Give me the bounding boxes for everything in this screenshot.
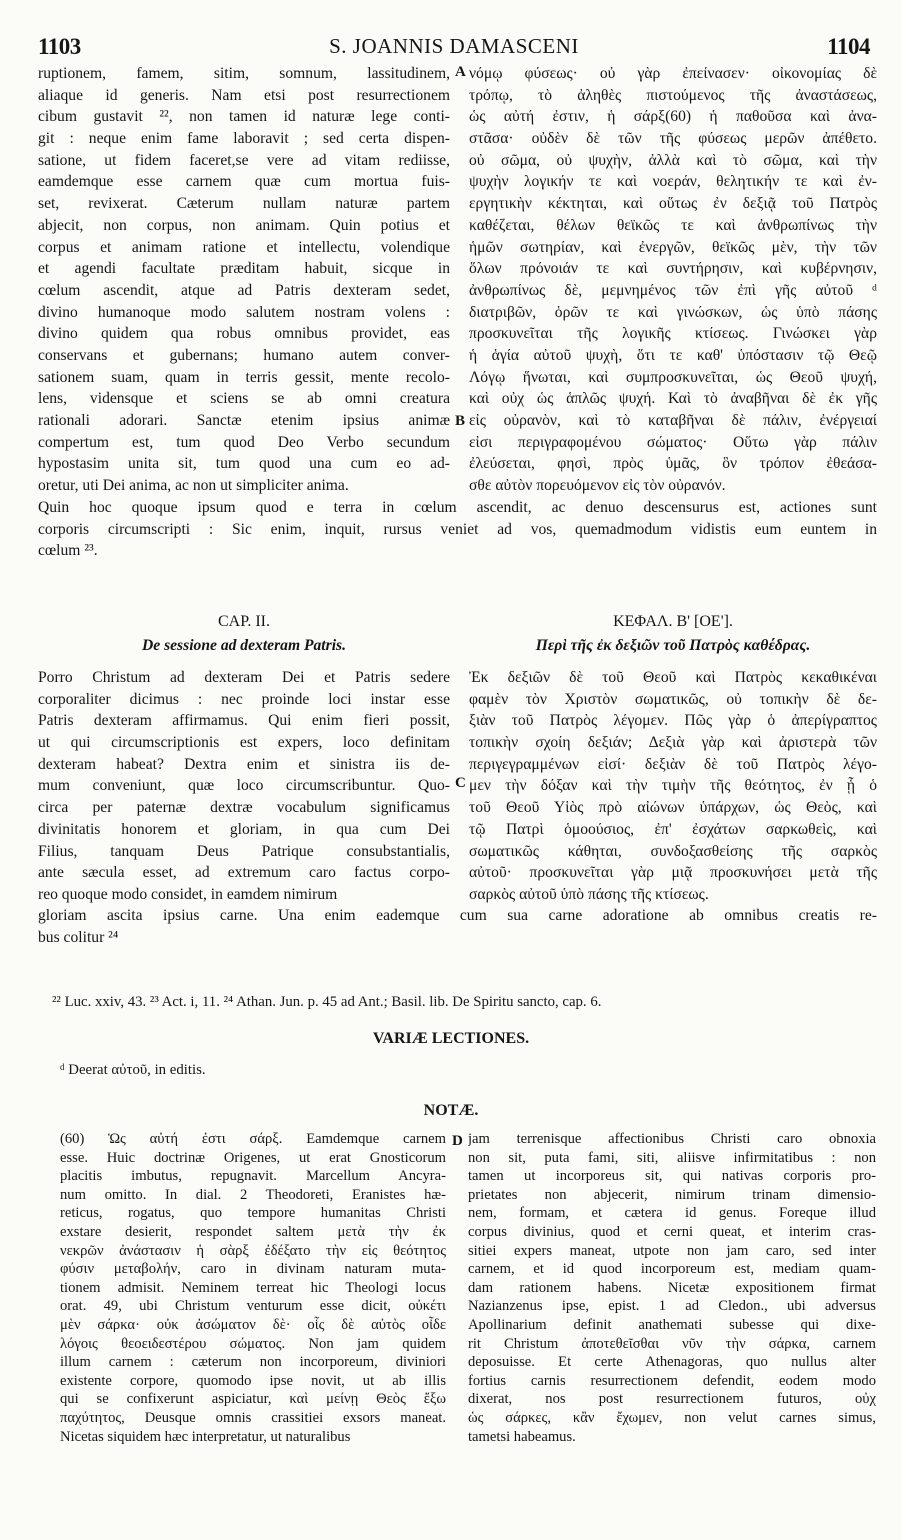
text-line: reticus, rogatus, quo tempore humanitas Christi bbox=[60, 1205, 446, 1222]
text-line: ὅλων πρόνοιάν τε καὶ συντήρησιν, καὶ κυβέρνησιν, bbox=[469, 260, 877, 278]
text-line: νεκρῶν ἀνάστασιν ἡ σὰρξ ἐδέξατο τὴν εἰς θεότητος bbox=[60, 1242, 446, 1259]
text-line: reo quoque modo considet, in eamdem nimirum bbox=[38, 885, 338, 903]
text-line: divino quidem qua robus omnibus providet, eas bbox=[38, 325, 450, 343]
text-line: ἡ ἁγία αὐτοῦ ψυχὴ, ὅτι τε καθ' ὑπόστασιν τῷ Θεῷ bbox=[469, 346, 877, 364]
text-line: μὲν σάρκα· οὐκ ἀσώματον δὲ· οἷς δὲ αὐτὸς οἶδε bbox=[60, 1316, 446, 1333]
text-line: sitiei expers maneat, utpote non jam caro, sed inter bbox=[468, 1242, 876, 1259]
text-line: placitis imbutus, repugnavit. Marcellum Ancyra- bbox=[60, 1168, 446, 1185]
text-line: gloriam ascita ipsius carne. Una enim eademque cum sua carne adoratione ab omnibus creatis re- bbox=[38, 907, 877, 924]
text-line: eamdemque esse carnem quæ cum mortua fuis- bbox=[38, 173, 450, 191]
text-line: esse. Huic doctrinæ Origenes, ut erat Gnosticorum bbox=[60, 1149, 446, 1166]
text-line: rationali adorari. Sanctæ etenim ipsius animæ bbox=[38, 412, 450, 429]
text-line: cœlum ²³. bbox=[38, 542, 98, 560]
margin-letter-c: C bbox=[455, 775, 466, 791]
right-page-number: 1104 bbox=[827, 34, 870, 59]
variant-reading: ᵈ Deerat αὐτοῦ, in editis. bbox=[60, 1062, 206, 1078]
text-line: rit Christum ἀποτεθεῖσθαι νῦν τὴν σάρκα, carnem bbox=[468, 1335, 876, 1352]
text-line: set, revixerat. Cæterum nullam naturæ partem bbox=[38, 195, 450, 213]
text-line: εἰς οὐρανὸν, καὶ τὸ καταβῆναι δὲ πάλιν, ἐνέργειαί bbox=[469, 412, 877, 429]
text-line: φαμὲν τὸν Χριστὸν σωματικῶς, οὐ τοπικὴν δὲ δε- bbox=[469, 690, 877, 708]
text-line: ruptionem, famem, sitim, somnum, lassitudinem, bbox=[38, 65, 450, 82]
text-line: git : neque enim fame laboravit ; sed certa dispen- bbox=[38, 130, 450, 148]
text-line: Patris dexteram affirmamus. Qui enim fieri possit, bbox=[38, 712, 450, 730]
text-line: Λόγῳ ἥνωται, καὶ συμπροσκυνεῖται, ὡς Θεοῦ ψυχή, bbox=[469, 368, 877, 386]
text-line: ὡς αὐτή ἐστιν, ἡ σάρξ(60) ἡ παθοῦσα καὶ ἀνα- bbox=[469, 108, 877, 126]
greek-column-mid bbox=[469, 667, 877, 906]
text-line: prietates non abjecerit, nimirum trinam dimensio- bbox=[468, 1186, 876, 1203]
text-line: dexteram habeat? Dextra enim et sinistra iis de- bbox=[38, 755, 450, 773]
text-line: Nazianzenus ipse, epist. 1 ad Cledon., ubi adversus bbox=[468, 1298, 876, 1315]
greek-chapter-title: Περὶ τῆς ἐκ δεξιῶν τοῦ Πατρὸς καθέδρας. bbox=[535, 637, 811, 654]
text-line: εργητικὴν κέκτηται, καὶ οὕτως ἐν δεξιᾷ τοῦ Πατρὸς bbox=[469, 195, 877, 213]
text-line: σαρκὸς αὐτοῦ ὑπὸ πάσης τῆς κτίσεως. bbox=[469, 885, 709, 903]
text-line: ἀνθρωπίνως δὲ, μεμνημένος τῶν ἐπὶ γῆς αὐτοῦ ᵈ bbox=[469, 281, 877, 299]
text-line: corpus et animam ratione et intellectu, volendique bbox=[38, 238, 450, 256]
text-line: Quin hoc quoque ipsum quod e terra in cœlum ascendit, ac denuo descensurus est, actiones sunt bbox=[38, 499, 877, 516]
text-line: oretur, uti Dei anima, ac non ut simpliciter anima. bbox=[38, 477, 349, 495]
text-line: qui se confixerunt aspiciatur, καὶ μείνῃ Θεὸς ἔξω bbox=[60, 1391, 446, 1408]
text-line: corporaliter dicimus : nec proinde loci instar esse bbox=[38, 690, 450, 708]
text-line: cibum gustavit ²², non tamen id naturæ lege conti- bbox=[38, 108, 450, 126]
text-line: αὐτοῦ· προσκυνεῖται γὰρ μιᾷ προσκυνήσει μετὰ τῆς bbox=[469, 864, 877, 882]
text-line: abjecit, non corpus, non animam. Quin potius et bbox=[38, 216, 450, 234]
running-title: S. JOANNIS DAMASCENI bbox=[329, 34, 579, 58]
text-line: μεν τὴν δόξαν καὶ τὴν τιμὴν τῆς θεότητος, ἐν ᾗ ὁ bbox=[469, 777, 877, 795]
full-width-text-top bbox=[38, 497, 877, 562]
text-line: περιγεγραμμένων εἰσί· δεξιὰν δὲ τοῦ Πατρὸς λέγο- bbox=[469, 755, 877, 773]
margin-letter-d: D bbox=[452, 1133, 463, 1149]
text-line: στᾶσα· οὐδὲν δὲ τῶν τῆς φύσεως μερῶν ἀπέθετο. bbox=[469, 130, 877, 148]
latin-chapter-title: De sessione ad dexteram Patris. bbox=[141, 637, 346, 654]
text-line: καθέζεται, θέλων θεϊκῶς τε καὶ ἀνθρωπίνως τὴν bbox=[469, 216, 877, 234]
text-line: διατριβῶν, ὁρῶν τε καὶ γινώσκων, ὡς ὑπὸ πάσης bbox=[469, 303, 877, 321]
text-line: cœlum ascendit, atque ad Patris dexteram sedet, bbox=[38, 281, 450, 299]
text-line: ἐλεύσεται, φησὶ, πρὸς ὑμᾶς, ὃν τρόπον ἐθεάσα- bbox=[469, 455, 877, 473]
text-line: οὐ σῶμα, οὐ ψυχὴν, ἀλλὰ καὶ τὸ σῶμα, καὶ τὴν bbox=[469, 151, 877, 169]
text-line: et agendi facultate præditam habuit, sicque in bbox=[38, 260, 450, 278]
notes-left-column bbox=[60, 1130, 446, 1446]
text-line: lens, vidensque et sciens se ab omni creatura bbox=[38, 390, 450, 408]
text-line: nem, formam, et cætera id genus. Foreque illud bbox=[468, 1205, 876, 1222]
text-line: divinitatis honorem et gloriam, in qua cum Dei bbox=[38, 820, 450, 838]
text-line: jam terrenisque affectionibus Christi caro obnoxia bbox=[468, 1131, 876, 1147]
text-line: ut qui circumscriptionis est expers, loco definitam bbox=[38, 734, 450, 752]
left-page-number: 1103 bbox=[38, 34, 81, 59]
text-line: divino humanoque modo salutem nostram volens : bbox=[38, 303, 450, 321]
text-line: προσκυνεῖται τῆς λογικῆς κτίσεως. Γινώσκει γὰρ bbox=[469, 325, 877, 343]
text-line: εἰσι περιγραφομένου σώματος· Οὕτω γὰρ πάλιν bbox=[469, 433, 877, 451]
text-line: ἡμῶν σωτηρίαν, καὶ ἐνεργῶν, θεϊκῶς μὲν, τὴν τῶν bbox=[469, 238, 877, 256]
text-line: ψυχὴν λογικήν τε καὶ νοεράν, θελητικήν τε καὶ ἐν- bbox=[469, 173, 877, 191]
text-line: illum carnem : cæterum non incorporeum, diviniori bbox=[60, 1354, 446, 1371]
text-line: corpus divinius, quod et cerni queat, et interim cras- bbox=[468, 1223, 876, 1240]
text-line: aliaque id generis. Nam etsi post resurrectionem bbox=[38, 86, 450, 104]
text-line: compertum est, tum quod Deo Verbo secundum bbox=[38, 433, 450, 451]
text-line: mum conveniunt, quæ loco circumscribuntur. Quo- bbox=[38, 777, 450, 795]
text-line: Porro Christum ad dexteram Dei et Patris sedere bbox=[38, 669, 450, 686]
text-line: conservans et gubernans; humano autem conver- bbox=[38, 346, 450, 364]
notae-heading: NOTÆ. bbox=[423, 1102, 479, 1119]
text-line: (60) Ὡς αὐτή ἐστι σάρξ. Eamdemque carnem bbox=[60, 1131, 446, 1147]
text-line: καὶ οὐχ ὡς ἁπλῶς ψυχή. Καὶ τὸ ἀναβῆναι δὲ ἐκ γῆς bbox=[469, 390, 877, 408]
text-line: σθε αὐτὸν πορευόμενον εἰς τὸν οὐρανόν. bbox=[469, 477, 726, 495]
margin-letter-b: B bbox=[455, 413, 466, 429]
text-line: corporis circumscripti : Sic enim, inquit, rursus veniet ad vos, quemadmodum vidistis eum euntem in bbox=[38, 520, 877, 538]
text-line: νόμῳ φύσεως· οὐ γὰρ ἐπείνασεν· οἰκονομίας δὲ bbox=[469, 65, 877, 82]
latin-chapter-heading: CAP. II. bbox=[217, 613, 270, 630]
text-line: dam rationem habens. Nicetæ expositionem firmat bbox=[468, 1279, 876, 1296]
text-line: existente corpore, quomodo ipse novit, ut ab illis bbox=[60, 1372, 446, 1389]
text-line: dixerat, nos post resurrectionem futuros, οὐχ bbox=[468, 1391, 876, 1408]
text-line: Ἐκ δεξιῶν δὲ τοῦ Θεοῦ καὶ Πατρὸς κεκαθικέναι bbox=[469, 669, 877, 686]
text-line: τοῦ Θεοῦ Υἱὸς πρὸ αἰώνων ὑπάρχων, ὡς Θεὸς, καὶ bbox=[469, 799, 877, 817]
text-line: circa per paternæ dextræ vocabulum significamus bbox=[38, 799, 450, 817]
text-line: τοπικὴν σχοίη δεξιάν; Δεξιὰ γὰρ καὶ ἀριστερὰ τῶν bbox=[469, 734, 877, 752]
latin-column-top bbox=[38, 63, 450, 497]
greek-chapter-heading: ΚΕΦΑΛ. Β' [ΟΕ']. bbox=[613, 613, 733, 630]
text-line: λόγοις θεοειδεστέρου σώματος. Non jam quidem bbox=[60, 1335, 446, 1352]
text-line: sationem suam, quam in terris gessit, mente recolo- bbox=[38, 368, 450, 386]
text-line: ξιὰν τοῦ Πατρὸς λέγομεν. Πῶς γὰρ ὁ ἀπερίγραπτος bbox=[469, 712, 877, 730]
latin-column-mid bbox=[38, 667, 450, 906]
text-line: fortius carnis resurrectionem defendit, eodem modo bbox=[468, 1372, 876, 1389]
text-line: Nicetas siquidem hæc interpretatur, ut naturalibus bbox=[60, 1428, 351, 1445]
text-line: tametsi habeamus. bbox=[468, 1428, 576, 1445]
text-line: exstare desierit, respondet saltem μετὰ τὴν ἐκ bbox=[60, 1223, 446, 1240]
text-line: τῷ Πατρὶ ὁμοούσιος, ἐπ' ἐσχάτων σαρκωθεὶς, καὶ bbox=[469, 820, 877, 838]
margin-letter-a: A bbox=[455, 64, 466, 80]
text-line: tionem admisit. Neminem terreat hic Theologi locus bbox=[60, 1279, 446, 1296]
text-line: τρόπῳ, τὸ ἀληθὲς πιστούμενος τῆς ἀναστάσεως, bbox=[469, 86, 877, 104]
running-header bbox=[38, 34, 870, 60]
text-line: ὡς σάρκες, κἂν ἔχωμεν, non velut carnes simus, bbox=[468, 1409, 876, 1426]
text-line: deposuisse. Et certe Athenagoras, quo nullus alter bbox=[468, 1354, 876, 1371]
greek-column-top bbox=[469, 63, 877, 497]
text-line: orat. 49, ubi Christum venturum esse dicit, οὐκέτι bbox=[60, 1298, 446, 1315]
text-line: ante sæcula esset, ad extremum caro factus corpo- bbox=[38, 864, 450, 882]
text-line: tamen ut incorporeus sit, qui nativas corporis pro- bbox=[468, 1168, 876, 1185]
text-line: παχύτητος, Deusque omnis crassitiei exsors maneat. bbox=[60, 1409, 446, 1426]
text-line: bus colitur ²⁴ bbox=[38, 928, 119, 946]
text-line: Filius, tanquam Deus Patrique consubstantialis, bbox=[38, 842, 450, 860]
text-line: carnem, et id quod incorporeum est, mediam quam- bbox=[468, 1261, 876, 1278]
text-line: φύσιν μεταβολήν, caro in divinam naturam muta- bbox=[60, 1261, 446, 1278]
text-line: num omitto. In dial. 2 Theodoreti, Eranistes hæ- bbox=[60, 1186, 446, 1203]
text-line: σωματικῶς κάθηται, συνδοξασθείσης τῆς σαρκὸς bbox=[469, 842, 877, 860]
text-line: hypostasim unita sit, tum quod una cum eo ad- bbox=[38, 455, 450, 473]
scripture-footnotes: ²² Luc. xxiv, 43. ²³ Act. i, 11. ²⁴ Athan. Jun. p. 45 ad Ant.; Basil. lib. De Spiritu sancto, cap. 6. bbox=[52, 994, 602, 1010]
full-width-text-mid bbox=[38, 905, 877, 948]
variae-lectiones-heading: VARIÆ LECTIONES. bbox=[372, 1030, 530, 1047]
text-line: Apollinarium definit anathemati subesse qui dixe- bbox=[468, 1316, 876, 1333]
text-line: satione, ut fidem faceret,se vere ad vitam rediisse, bbox=[38, 151, 450, 169]
notes-right-column bbox=[468, 1130, 876, 1446]
text-line: non sit, puta fami, siti, aliisve infirmitatibus : non bbox=[468, 1149, 876, 1166]
